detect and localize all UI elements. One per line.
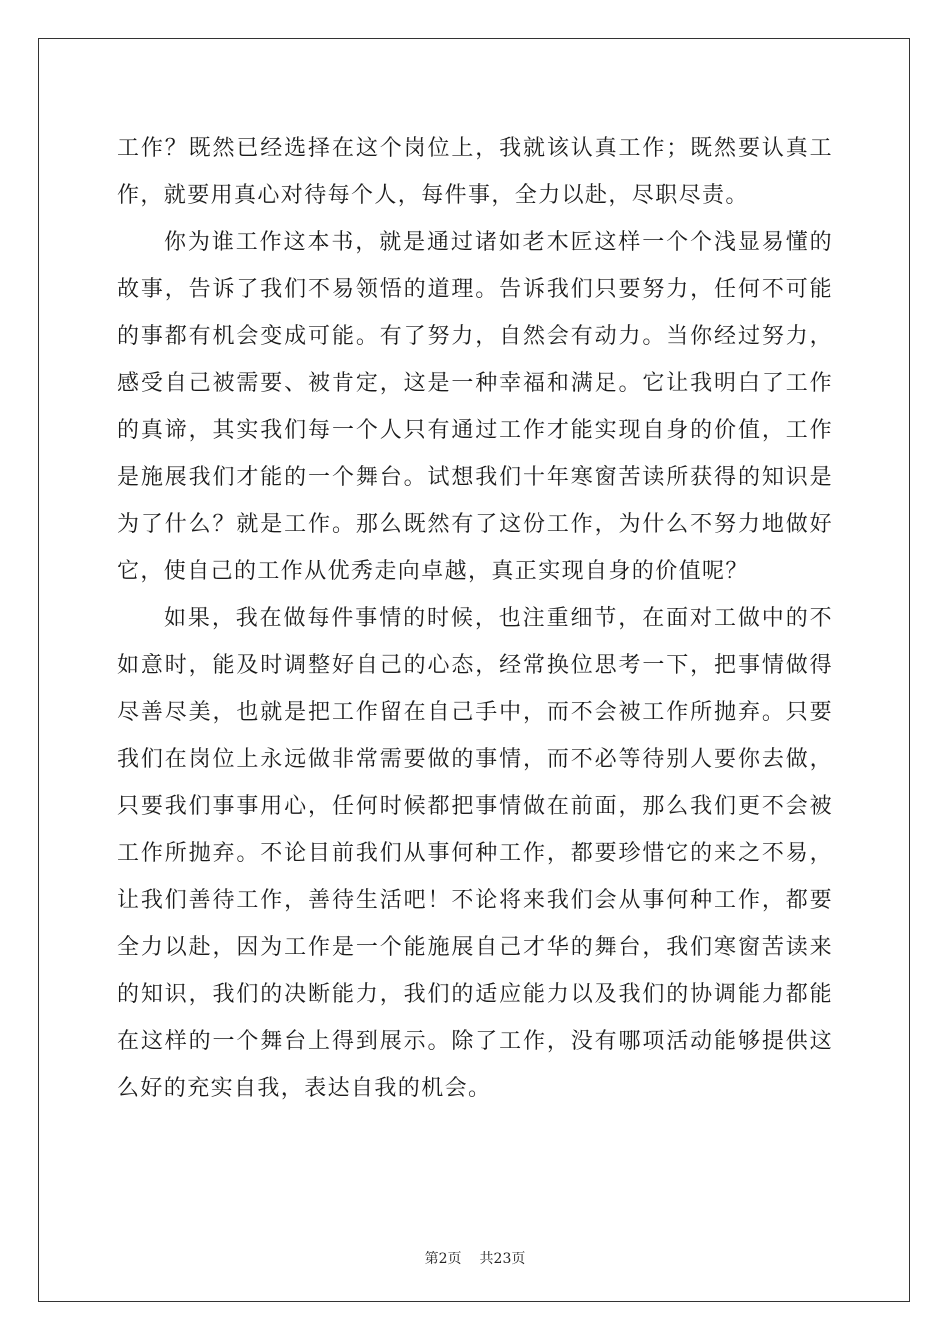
text-line: 尽善尽美，也就是把工作留在自己手中，而不会被工作所抛弃。只要 — [117, 700, 833, 725]
text-line: 你为谁工作这本书，就是通过诸如老木匠这样一个个浅显易懂的 — [164, 230, 833, 255]
text-line: 让我们善待工作，善待生活吧！不论将来我们会从事何种工作，都要 — [117, 888, 833, 913]
text-line: 只要我们事事用心，任何时候都把事情做在前面，那么我们更不会被 — [117, 794, 833, 819]
text-line: 在这样的一个舞台上得到展示。除了工作，没有哪项活动能够提供这 — [117, 1029, 833, 1054]
text-line: 工作？既然已经选择在这个岗位上，我就该认真工作；既然要认真工 — [117, 136, 833, 161]
text-line: 为了什么？就是工作。那么既然有了这份工作，为什么不努力地做好 — [117, 512, 833, 537]
text-line: 么好的充实自我，表达自我的机会。 — [117, 1076, 492, 1101]
text-line: 它，使自己的工作从优秀走向卓越，真正实现自身的价值呢？ — [117, 559, 749, 584]
text-line: 作，就要用真心对待每个人，每件事，全力以赴，尽职尽责。 — [117, 183, 749, 208]
text-line: 的知识，我们的决断能力，我们的适应能力以及我们的协调能力都能 — [117, 982, 833, 1007]
text-line: 感受自己被需要、被肯定，这是一种幸福和满足。它让我明白了工作 — [117, 371, 833, 396]
text-line: 全力以赴，因为工作是一个能施展自己才华的舞台，我们寒窗苦读来 — [117, 935, 833, 960]
text-line: 的真谛，其实我们每一个人只有通过工作才能实现自身的价值，工作 — [117, 418, 833, 443]
page-total: 共23页 — [479, 1251, 526, 1267]
text-line: 工作所抛弃。不论目前我们从事何种工作，都要珍惜它的来之不易， — [117, 841, 833, 866]
text-line: 我们在岗位上永远做非常需要做的事情，而不必等待别人要你去做， — [117, 747, 833, 772]
page-footer — [0, 1248, 950, 1268]
text-line: 故事，告诉了我们不易领悟的道理。告诉我们只要努力，任何不可能 — [117, 277, 833, 302]
document-body — [117, 125, 833, 1112]
text-line: 如果，我在做每件事情的时候，也注重细节，在面对工做中的不 — [164, 606, 833, 631]
page-number: 第2页 — [424, 1251, 462, 1267]
text-line: 的事都有机会变成可能。有了努力，自然会有动力。当你经过努力， — [117, 324, 833, 349]
text-line: 是施展我们才能的一个舞台。试想我们十年寒窗苦读所获得的知识是 — [117, 465, 833, 490]
text-line: 如意时，能及时调整好自己的心态，经常换位思考一下，把事情做得 — [117, 653, 833, 678]
